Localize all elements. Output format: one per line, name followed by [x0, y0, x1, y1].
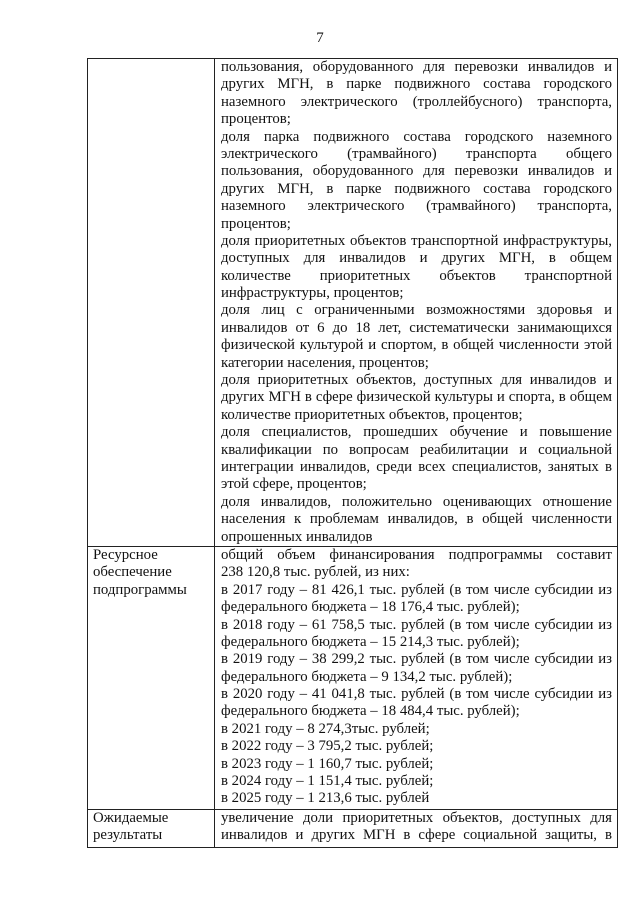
content-line: федерального бюджета – 18 176,4 тыс. рублей);	[221, 599, 520, 616]
content-line: количестве приоритетных объектов транспортной	[221, 267, 612, 284]
page-number: 7	[316, 30, 324, 46]
row-label-cell	[88, 809, 215, 847]
content-line: других МГН, в парке подвижного состава городского	[221, 180, 612, 197]
content-line: квалификации по вопросам реабилитации и социальной	[221, 441, 612, 458]
content-line: наземного электрического (троллейбусного) транспорта,	[221, 93, 612, 110]
passport-table	[87, 58, 618, 848]
content-line: интеграции инвалидов, среди всех специалистов, занятых в	[221, 458, 612, 475]
content-line: увеличение доли приоритетных объектов, доступных для	[221, 809, 612, 826]
content-line: количестве приоритетных объектов, процентов;	[221, 406, 523, 423]
content-line: доля инвалидов, положительно оценивающих отношение	[221, 493, 612, 510]
content-line: в 2025 году – 1 213,6 тыс. рублей	[221, 790, 430, 807]
content-line: в 2023 году – 1 160,7 тыс. рублей;	[221, 755, 434, 772]
row-content-cell	[215, 809, 618, 847]
content-line: инфраструктуры, процентов;	[221, 285, 404, 302]
table-row	[88, 546, 618, 809]
row-content-cell	[215, 59, 618, 547]
content-line: в 2019 году – 38 299,2 тыс. рублей (в том числе субсидии из	[221, 651, 612, 668]
content-line: доля парка подвижного состава городского наземного	[221, 128, 612, 145]
row-content-cell	[215, 546, 618, 809]
row-label-cell	[88, 546, 215, 809]
content-line: населения к проблемам инвалидов, в общей численности	[221, 511, 612, 528]
content-line: федерального бюджета – 15 214,3 тыс. рублей);	[221, 633, 520, 650]
content-line: в 2022 году – 3 795,2 тыс. рублей;	[221, 738, 434, 755]
row-label-text: обеспечение	[93, 564, 172, 581]
content-line: наземного электрического (трамвайного) транспорта,	[221, 198, 612, 215]
content-line: в 2024 году – 1 151,4 тыс. рублей;	[221, 773, 434, 790]
content-line: в 2018 году – 61 758,5 тыс. рублей (в том числе субсидии из	[221, 616, 612, 633]
content-line: этой сфере, процентов;	[221, 476, 367, 493]
content-line: доля приоритетных объектов транспортной инфраструктуры,	[221, 232, 612, 249]
content-line: в 2021 году – 8 274,3тыс. рублей;	[221, 720, 430, 737]
content-line: доля специалистов, прошедших обучение и повышение	[221, 424, 612, 441]
row-label-text: Ожидаемые	[93, 809, 169, 826]
content-line: общий объем финансирования подпрограммы составит	[221, 546, 612, 563]
row-label-text: подпрограммы	[93, 581, 187, 598]
content-line: пользования, оборудованного для перевозки инвалидов и	[221, 59, 612, 75]
content-line: доля приоритетных объектов, доступных для инвалидов и	[221, 372, 612, 389]
content-line: в 2020 году – 41 041,8 тыс. рублей (в том числе субсидии из	[221, 686, 612, 703]
content-line: других МГН, в парке подвижного состава городского	[221, 76, 612, 93]
content-line: федерального бюджета – 18 484,4 тыс. рублей);	[221, 703, 520, 720]
content-line: электрического (трамвайного) транспорта общего	[221, 145, 612, 162]
content-line: инвалидов от 6 до 18 лет, систематически занимающихся	[221, 319, 612, 336]
content-line: процентов;	[221, 215, 291, 232]
row-label-text: результаты	[93, 827, 163, 844]
content-line: доступных для инвалидов и других МГН, в общем	[221, 250, 612, 267]
table-row	[88, 809, 618, 847]
table-row	[88, 59, 618, 547]
content-line: других МГН в сфере физической культуры и спорта, в общем	[221, 389, 612, 406]
content-line: физической культурой и спортом, в общей численности этой	[221, 337, 612, 354]
content-line: категории населения, процентов;	[221, 354, 429, 371]
content-line: опрошенных инвалидов	[221, 528, 373, 545]
content-line: инвалидов и других МГН в сфере социальной защиты, в	[221, 827, 612, 844]
row-label-cell	[88, 59, 215, 547]
content-line: в 2017 году – 81 426,1 тыс. рублей (в том числе субсидии из	[221, 581, 612, 598]
content-line: федерального бюджета – 9 134,2 тыс. рублей);	[221, 668, 513, 685]
content-line: пользования, оборудованного для перевозки инвалидов и	[221, 163, 612, 180]
content-line: 238 120,8 тыс. рублей, из них:	[221, 564, 410, 581]
content-line: доля лиц с ограниченными возможностями здоровья и	[221, 302, 612, 319]
content-line: процентов;	[221, 111, 291, 128]
row-label-text: Ресурсное	[93, 546, 158, 563]
